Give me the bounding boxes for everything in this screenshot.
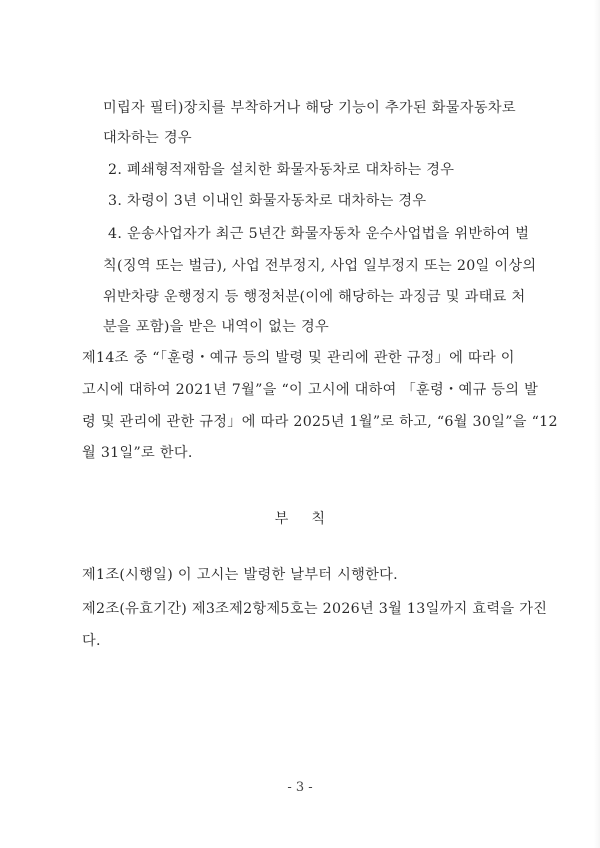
text-line: 대차하는 경우 bbox=[103, 130, 192, 146]
text-line: 분을 포함)을 받은 내역이 없는 경우 bbox=[103, 319, 329, 335]
page-number: - 3 - bbox=[287, 780, 313, 795]
list-item-3: 3. 차령이 3년 이내인 화물자동차로 대차하는 경우 bbox=[108, 193, 427, 209]
article-1-effective-date: 제1조(시행일) 이 고시는 발령한 날부터 시행한다. bbox=[82, 567, 398, 583]
text-line: 고시에 대하여 2021년 7월”을 “이 고시에 대하여 「훈령・예규 등의 발 bbox=[82, 382, 539, 398]
article-14-amendment: 제14조 중 “「훈령・예규 등의 발령 및 관리에 관한 규정」에 따라 이 bbox=[82, 350, 515, 366]
text-line: 미립자 필터)장치를 부착하거나 해당 기능이 추가된 화물자동차로 bbox=[103, 100, 516, 116]
list-item-2: 2. 폐쇄형적재함을 설치한 화물자동차로 대차하는 경우 bbox=[108, 162, 455, 178]
text-line: 월 31일”로 한다. bbox=[82, 445, 193, 461]
scan-edge-shadow bbox=[594, 0, 600, 848]
text-line: 칙(징역 또는 벌금), 사업 전부정지, 사업 일부정지 또는 20일 이상의 bbox=[103, 258, 537, 274]
text-line: 령 및 관리에 관한 규정」에 따라 2025년 1월”로 하고, “6월 30일”을 “12 bbox=[82, 414, 558, 430]
text-line: 위반차량 운행정지 등 행정처분(이에 해당하는 과징금 및 과태료 처 bbox=[103, 289, 526, 305]
text-line: 다. bbox=[82, 633, 101, 649]
list-item-4: 4. 운송사업자가 최근 5년간 화물자동차 운수사업법을 위반하여 벌 bbox=[108, 226, 530, 242]
article-2-validity-period: 제2조(유효기간) 제3조제2항제5호는 2026년 3월 13일까지 효력을 가진 bbox=[82, 601, 548, 617]
supplementary-heading: 부 칙 bbox=[274, 511, 326, 527]
